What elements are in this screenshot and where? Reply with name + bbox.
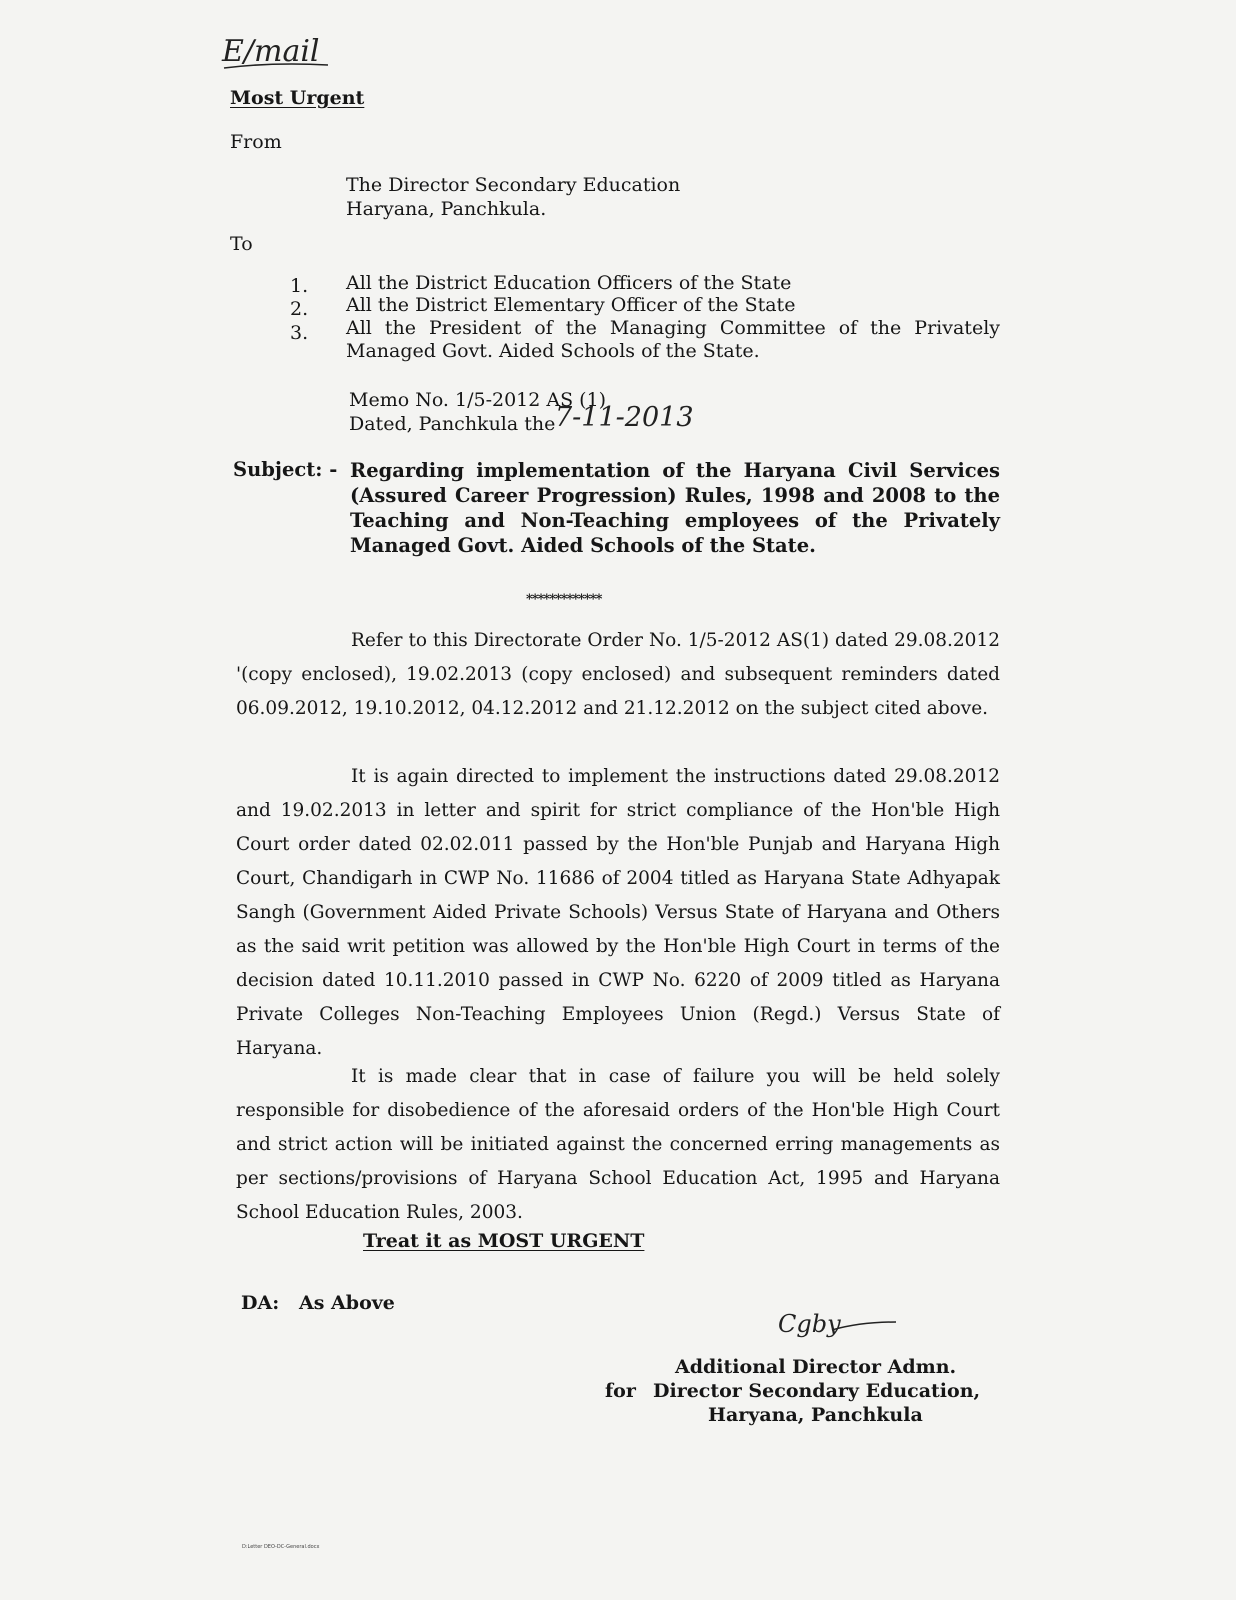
handwritten-email-note: E/mail: [222, 34, 320, 69]
to-label: To: [230, 233, 253, 255]
sender-line-1: The Director Secondary Education: [346, 174, 681, 196]
signatory-line-2: Director Secondary Education,: [653, 1380, 981, 1402]
recipient-number: 1.: [290, 275, 309, 297]
enclosure-value: As Above: [299, 1292, 395, 1314]
signatory-title: Additional Director Admn.: [675, 1356, 957, 1378]
recipient-text: All the District Elementary Officer of the State: [346, 294, 796, 316]
memo-dated-label: Dated, Panchkula the: [349, 413, 556, 435]
recipient-number: 2.: [290, 298, 309, 320]
recipient-number: 3.: [290, 322, 309, 344]
signatory-for-label: for: [605, 1380, 636, 1402]
body-paragraph-3: It is made clear that in case of failure you will be held solely responsible for disobedience of the aforesaid orders of the Hon'ble High Court and strict action will be initiated against the concerned erring managements as per sections/provisions of Haryana School Education Act, 1995 and Haryana School Education Rules, 2003.: [236, 1066, 1000, 1223]
signature-handwritten: Cgby: [778, 1310, 841, 1338]
section-separator: *************: [526, 592, 602, 607]
memo-number: Memo No. 1/5-2012 AS (1): [349, 389, 607, 411]
footer-file-reference: D:Letter DEO-DC-General.docx: [242, 1544, 320, 1550]
subject-label: Subject: -: [233, 458, 338, 481]
body-paragraph-2: It is again directed to implement the instructions dated 29.08.2012 and 19.02.2013 in letter and spirit for strict compliance of the Hon'ble High Court order dated 02.02.011 passed by the Hon'ble Punjab and Haryana High Court, Chandigarh in CWP No. 11686 of 2004 titled as Haryana State Adhyapak Sangh (Government Aided Private Schools) Versus State of Haryana and Others as the said writ petition was allowed by the Hon'ble High Court in terms of the decision dated 10.11.2010 passed in CWP No. 6220 of 2009 titled as Haryana Private Colleges Non-Teaching Employees Union (Regd.) Versus State of Haryana.: [236, 766, 1000, 1059]
signature-stroke: [830, 1318, 900, 1334]
subject-text: Regarding implementation of the Haryana Civil Services (Assured Career Progression) Rules, 1998 and 2008 to the Teaching and Non-Teaching employees of the Privately Managed Govt. Aided Schools of the State.: [350, 459, 1000, 557]
sender-line-2: Haryana, Panchkula.: [346, 198, 547, 220]
recipient-text: All the District Education Officers of the State: [346, 272, 792, 294]
handwritten-underline: [222, 60, 332, 72]
recipient-text: All the President of the Managing Committee of the Privately Managed Govt. Aided Schools of the State.: [346, 317, 1000, 362]
enclosure-label: DA:: [241, 1292, 280, 1314]
body-paragraph-1: Refer to this Directorate Order No. 1/5-2012 AS(1) dated 29.08.2012 '(copy enclosed), 19.02.2013 (copy enclosed) and subsequent reminders dated 06.09.2012, 19.10.2012, 04.12.2012 and 21.12.2012 on the subject cited above.: [236, 630, 1000, 719]
from-label: From: [230, 131, 282, 153]
priority-heading: Most Urgent: [230, 87, 365, 109]
signatory-line-3: Haryana, Panchkula: [708, 1404, 923, 1426]
memo-dated-handwritten: 7-11-2013: [555, 402, 694, 433]
emphasis-note: Treat it as MOST URGENT: [363, 1230, 645, 1252]
